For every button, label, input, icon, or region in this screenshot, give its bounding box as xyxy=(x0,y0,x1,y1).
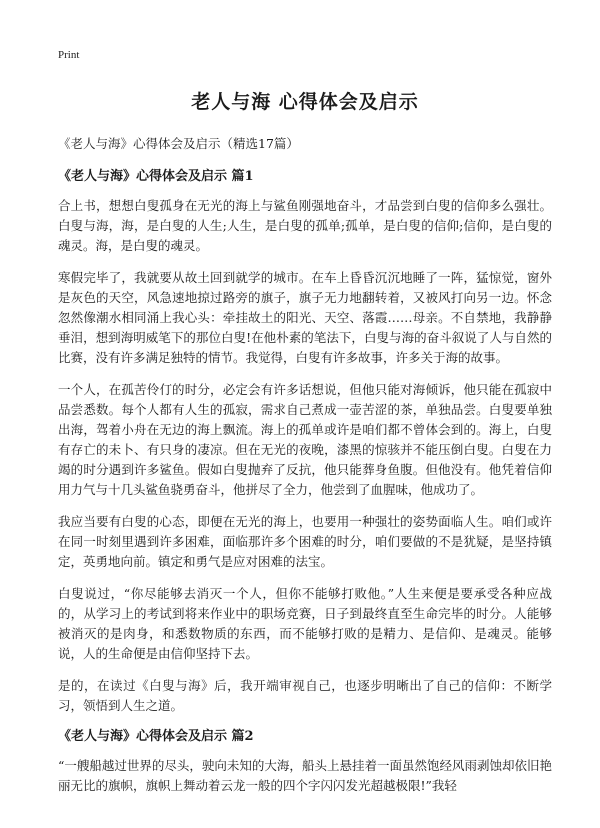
paragraph: 白叟说过，“你尽能够去消灭一个人，但你不能够打败他。”人生来便是要承受各种应战的，从学习上的考试到将来作业中的职场竞赛，日子到最终直至生命完毕的时分。人能够被消灭的是肉身，和悉数物质的东西，而不能够打败的是精力、是信仰、是魂灵。能够说，人的生命便是由信仰坚持下去。 xyxy=(58,586,552,661)
paragraph: 寒假完毕了，我就要从故土回到就学的城市。在车上昏昏沉沉地睡了一阵，猛惊觉，窗外是灰色的天空，风急速地掠过路旁的旗子，旗子无力地翻转着，又被风打向另一边。怀念忽然像潮水相同涌上我心头：牵挂故土的阳光、天空、落霞……母亲。不自禁地，我静静垂泪，想到海明威笔下的那位白叟!在他朴素的笔法下，白叟与海的奋斗叙说了人与自然的比赛，没有许多满足独特的情节。我觉得，白叟有许多故事，许多关于海的故事。 xyxy=(58,270,552,365)
paragraph: 一个人，在孤苦伶仃的时分，必定会有许多话想说，但他只能对海倾诉，他只能在孤寂中品尝悉数。每个人都有人生的孤寂，需求自己煮成一壶苦涩的茶，单独品尝。白叟要单独出海，驾着小舟在无边的海上飘流。海上的孤单或许是咱们都不曾体会到的。海上，白叟有存亡的未卜、有只身的凄凉。但在无光的夜晚，漆黑的惊骇并不能压倒白叟。白叟在力竭的时分遇到许多鲨鱼。假如白叟抛弃了反抗，他只能葬身鱼腹。但他没有。他凭着信仰用力气与十几头鲨鱼骁勇奋斗，他拼尽了全力，他尝到了血腥味，他成功了。 xyxy=(58,382,552,497)
document-subtitle: 《老人与海》心得体会及启示（精选17篇） xyxy=(58,136,299,151)
essay-section-1 xyxy=(58,168,552,716)
section-heading: 《老人与海》心得体会及启示 篇1 xyxy=(58,169,254,184)
print-link[interactable]: Print xyxy=(58,49,80,61)
paragraph: 是的，在读过《白叟与海》后，我开端审视自己，也逐步明晰出了自己的信仰：不断学习，领悟到人生之道。 xyxy=(58,678,552,713)
paragraph: “一艘船越过世界的尽头，驶向未知的大海，船头上悬挂着一面虽然饱经风雨剥蚀却依旧艳丽无比的旗帜，旗帜上舞动着云龙一般的四个字闪闪发光超越极限!”我轻 xyxy=(58,758,552,793)
section-heading: 《老人与海》心得体会及启示 篇2 xyxy=(58,729,254,744)
document-title: 老人与海 心得体会及启示 xyxy=(191,91,419,113)
paragraph: 我应当要有白叟的心态，即便在无光的海上，也要用一种强壮的姿势面临人生。咱们或许在同一时刻里遇到许多困难，面临那许多个困难的时分，咱们要做的不是犹疑，是坚持镇定，英勇地向前。镇定和勇气是应对困难的法宝。 xyxy=(58,514,552,569)
essay-section-2 xyxy=(58,728,552,796)
paragraph: 合上书，想想白叟孤身在无光的海上与鲨鱼刚强地奋斗，才品尝到白叟的信仰多么强壮。白叟与海，海，是白叟的人生;人生，是白叟的孤单;孤单，是白叟的信仰;信仰，是白叟的魂灵。海，是白叟的魂灵。 xyxy=(58,198,552,253)
